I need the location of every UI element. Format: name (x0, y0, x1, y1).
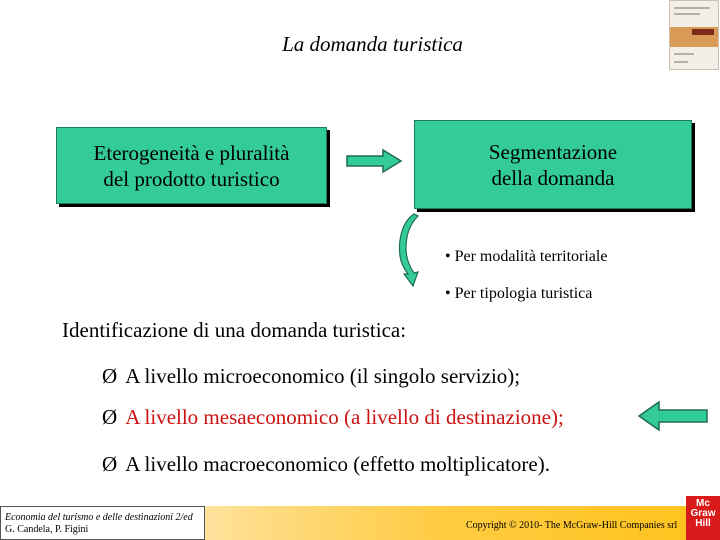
arrow-left-icon (637, 400, 709, 432)
level-meso-text: A livello mesaeconomico (a livello di destinazione); (125, 405, 564, 429)
level-macro-text: A livello macroeconomico (effetto moltiplicatore). (125, 452, 550, 476)
book-cover-image (669, 0, 719, 70)
level-micro-text: A livello microeconomico (il singolo servizio); (125, 364, 521, 388)
logo-line: Graw (690, 508, 716, 519)
level-micro (102, 364, 520, 389)
demand-segmentation-box: Segmentazione della domanda (414, 120, 692, 209)
level-macro (102, 452, 550, 477)
product-heterogeneity-box: Eterogeneità e pluralità del prodotto turistico (56, 127, 327, 204)
mcgraw-hill-logo (686, 496, 720, 540)
level-meso (102, 405, 564, 430)
cover-text-stripe (674, 61, 688, 63)
chevron-bullet-icon: Ø (102, 452, 118, 476)
chevron-bullet-icon: Ø (102, 364, 118, 388)
logo-line: Mc (696, 498, 710, 509)
logo-line: Hill (695, 518, 711, 529)
footer-book-title: Economia del turismo e delle destinazioni 2/ed (5, 512, 193, 523)
footer-copyright: Copyright © 2010- The McGraw-Hill Companies srl (466, 520, 678, 531)
chevron-bullet-icon: Ø (102, 405, 118, 429)
cover-title-block (692, 29, 714, 35)
cover-text-stripe (674, 13, 700, 15)
curved-down-arrow-icon (396, 212, 422, 288)
segmentation-bullet-territorial: • Per modalità territoriale (445, 248, 608, 265)
footer-book-authors: G. Candela, P. Figini (5, 524, 89, 535)
cover-text-stripe (674, 7, 710, 9)
identification-heading: Identificazione di una domanda turistica: (62, 318, 407, 342)
footer-book-reference (0, 506, 205, 540)
slide-title: La domanda turistica (282, 32, 463, 56)
arrow-right-icon (345, 148, 403, 174)
segmentation-bullet-typology: • Per tipologia turistica (445, 285, 593, 302)
cover-text-stripe (674, 53, 694, 55)
